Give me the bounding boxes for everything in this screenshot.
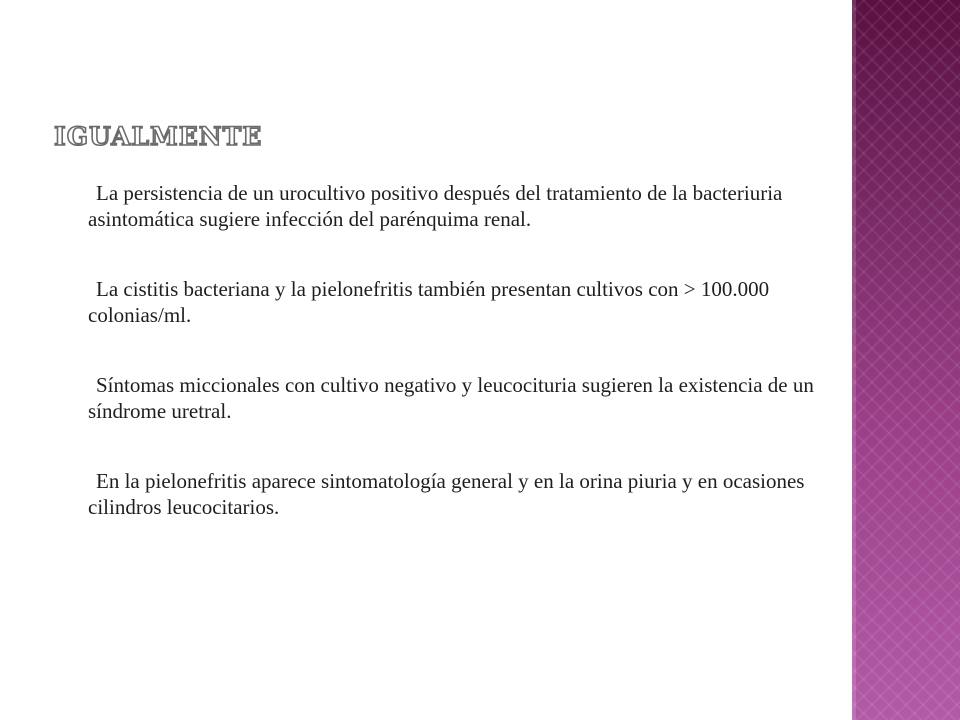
paragraph-1 <box>88 180 828 232</box>
slide-body <box>88 180 828 564</box>
paragraph-2-text: La cistitis bacteriana y la pielonefritis también presentan cultivos con > 100.000 colonias/ml. <box>88 277 770 327</box>
paragraph-3-text: Síntomas miccionales con cultivo negativo y leucocituria sugieren la existencia de un síndrome uretral. <box>88 373 814 423</box>
paragraph-2 <box>88 276 828 328</box>
decorative-side-band <box>852 0 960 720</box>
paragraph-4 <box>88 468 828 520</box>
paragraph-4-text: En la pielonefritis aparece sintomatología general y en la orina piuria y en ocasiones cilindros leucocitarios. <box>88 469 805 519</box>
paragraph-3 <box>88 372 828 424</box>
paragraph-1-text: La persistencia de un urocultivo positivo después del tratamiento de la bacteriuria asintomática sugiere infección del parénquima renal. <box>88 181 783 231</box>
side-band-edge <box>852 0 856 720</box>
slide-title: IGUALMENTE <box>54 122 263 151</box>
